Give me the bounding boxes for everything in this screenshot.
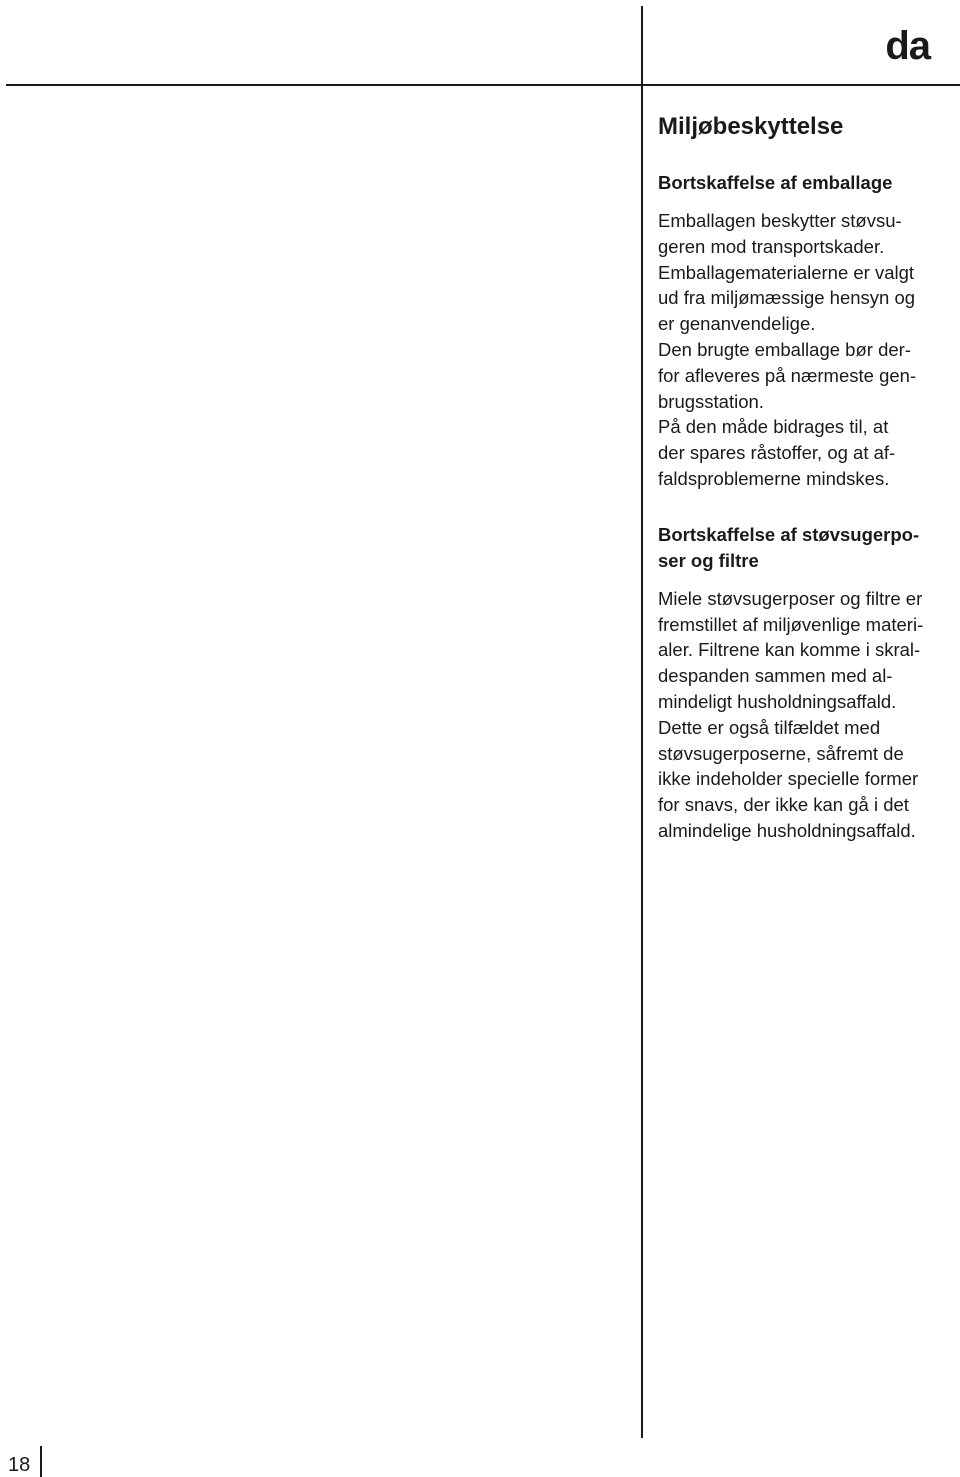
- language-code: da: [885, 24, 930, 68]
- content-column: [658, 110, 960, 844]
- section-heading: Bortskaffelse af støvsugerpo- ser og filtre: [658, 523, 920, 571]
- page-number: 18: [8, 1454, 31, 1476]
- page-title: Miljøbeskyttelse: [658, 113, 844, 140]
- header-divider-horizontal: [6, 84, 960, 86]
- section-packaging-disposal: [658, 170, 960, 492]
- section-body-text: Emballagen beskytter støvsu- geren mod transportskader. Emballagematerialerne er valgt ud fra miljømæssige hensyn og er genanvendelige. Den brugte emballage bør der- for afleveres på nærmeste gen- brugsstation. På den måde bidrages til, at der spares råstoffer, og at af- faldsproblemerne mindskes.: [658, 210, 917, 489]
- column-divider-vertical: [641, 6, 643, 1438]
- section-spacer: [658, 492, 960, 522]
- section-body-text: Miele støvsugerposer og filtre er fremstillet af miljøvenlige materi- aler. Filtrene kan komme i skral- despanden sammen med al- mindeligt husholdningsaffald. Dette er også tilfældet med støvsugerposerne, såfremt de ikke indeholder specielle former for snavs, der ikke kan gå i det almindelige husholdningsaffald.: [658, 587, 924, 841]
- section-bags-filters-disposal: [658, 522, 960, 844]
- section-heading: Bortskaffelse af emballage: [658, 172, 893, 193]
- page-number-divider: [40, 1446, 42, 1477]
